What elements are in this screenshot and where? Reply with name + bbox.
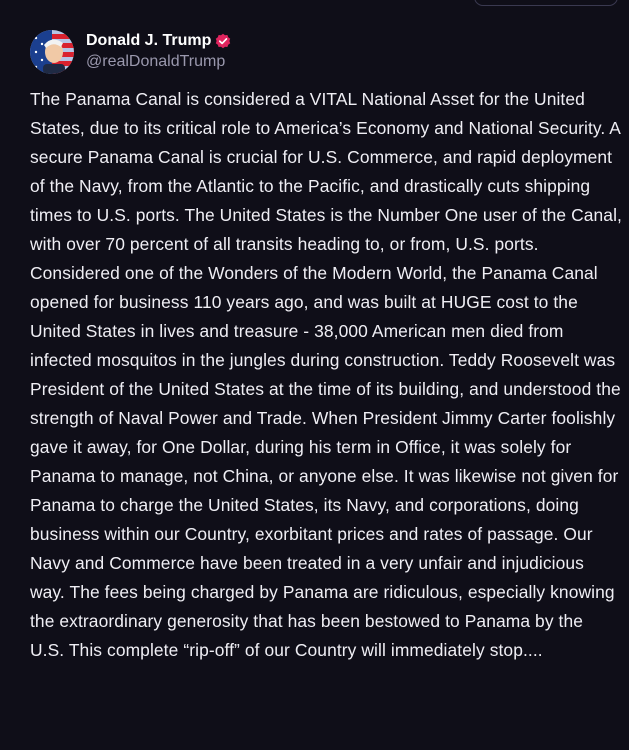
author-name-row — [86, 30, 231, 52]
avatar-image — [30, 30, 74, 74]
avatar[interactable] — [30, 30, 74, 74]
author-handle[interactable]: @realDonaldTrump — [86, 53, 226, 70]
post-text: The Panama Canal is considered a VITAL National Asset for the United States, due to its critical role to America’s Economy and National Security. A secure Panama Canal is crucial for U.S. Commerce, and rapid deployment of the Navy, from the Atlantic to the Pacific, and drastically cuts shipping times to U.S. ports. The United States is the Number One user of the Canal, with over 70 percent of all transits heading to, or from, U.S. ports. Considered one of the Wonders of the Modern World, the Panama Canal opened for business 110 years ago, and was built at HUGE cost to the United States in lives and treasure - 38,000 American men died from infected mosquitos in the jungles during construction. Teddy Roosevelt was President of the United States at the time of its building, and understood the strength of Naval Power and Trade. When President Jimmy Carter foolishly gave it away, for One Dollar, during his term in Office, it was solely for Panama to manage, not China, or anyone else. It was likewise not given for Panama to charge the United States, its Navy, and corporations, doing business within our Country, exorbitant prices and rates of passage. Our Navy and Commerce have been treated in a very unfair and injudicious way. The fees being charged by Panama are ridiculous, especially knowing the extraordinary generosity that has been bestowed to Panama by the U.S. This complete “rip-off” of our Country will immediately stop.... — [30, 89, 622, 660]
top-button-edge[interactable] — [474, 0, 618, 6]
verified-badge-icon — [215, 33, 231, 49]
author-name[interactable]: Donald J. Trump — [86, 32, 212, 49]
post-author — [86, 30, 231, 71]
